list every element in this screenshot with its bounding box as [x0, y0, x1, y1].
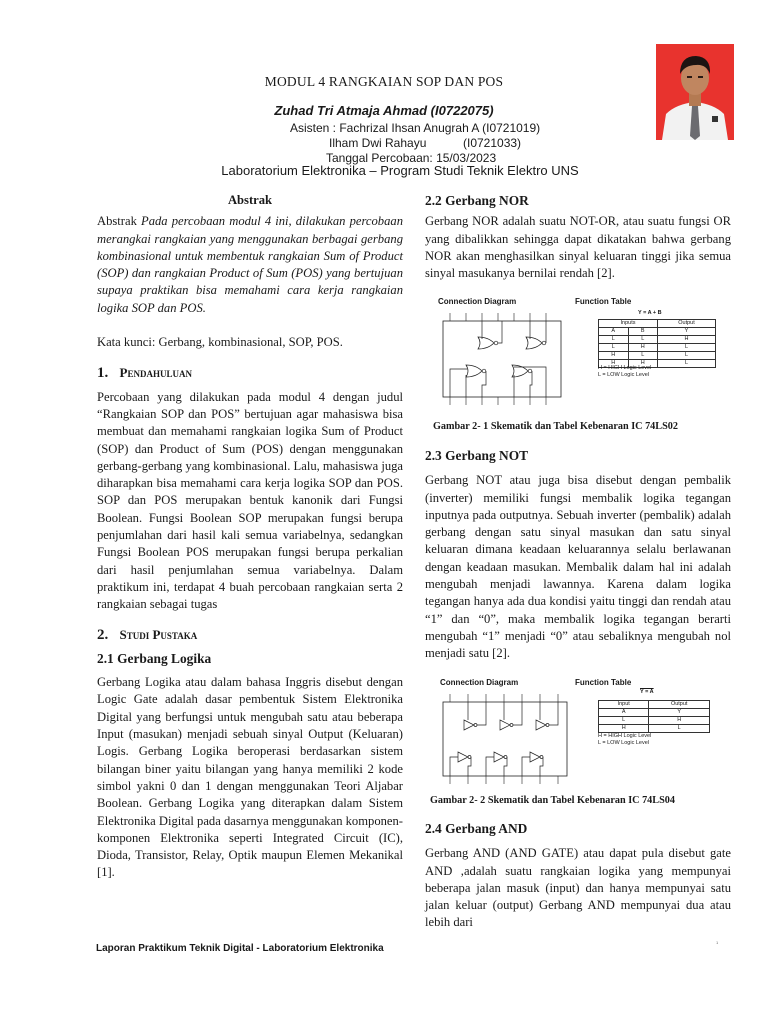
table-cell: L — [649, 725, 710, 733]
assistant-2-name: Ilham Dwi Rahayu — [329, 136, 427, 150]
section-2-3-heading: 2.3 Gerbang NOT — [425, 448, 529, 463]
lab-name: Laboratorium Elektronika – Program Studi Teknik Elektro UNS — [221, 163, 579, 178]
function-table-label: Function Table — [575, 297, 632, 306]
experiment-date: Tanggal Percobaan: 15/03/2023 — [326, 151, 497, 165]
nor-function-table — [598, 319, 716, 368]
section-2-heading — [97, 626, 403, 644]
nor-equation: Y = A + B — [638, 310, 662, 316]
section-1-heading — [97, 364, 403, 382]
author-name: Zuhad Tri Atmaja Ahmad (I0722075) — [274, 103, 494, 118]
keywords: Kata kunci: Gerbang, kombinasional, SOP, POS. — [97, 335, 343, 350]
section-1-number: 1. — [97, 365, 109, 382]
legend-high: H = HIGH Logic Level — [598, 365, 652, 371]
table-cell: L — [658, 352, 716, 360]
figure-74ls04 — [430, 678, 730, 788]
section-2-3-text: Gerbang NOT atau juga bisa disebut dengan pembalik (inverter) memiliki fungsi membalik logika tegangan inputnya pada outputnya. Sebuah inverter (pembalik) adalah gerbang dengan satu sinyal masukan dan satu sinyal keluaran dimana keadaan keluarannya selalu berlawanan dengan keadaan masukan. Membalik dalam hal ini adalah mengubah menjadi lawannya. Karena dalam logika tegangan hanya ada dua kondisi yaitu tinggi dan rendah atau “1” dan “0”, maka membalik logika tegangan berarti mengubah “1” menjadi “0” atau sebaliknya mengubah nol menjadi satu [2]. — [425, 473, 731, 661]
table-cell: L — [658, 344, 716, 352]
section-2-4-text: Gerbang AND (AND GATE) atau dapat pula disebut gate AND ,adalah suatu rangkaian logika yang mempunyai beberapa jalan masuk (input) dan hanya mempunyai satu jalan keluar (output) Gerbang AND mempunyai dua atau lebih dari — [425, 846, 731, 930]
abstract-text: Pada percobaan modul 4 ini, dilakukan percobaan merangkai rangkaian yang menggunakan berbagai gerbang kombinasional untuk membentuk rangkaian Sum of Product (SOP) dan rangkaian Product of Sum (POS) yang bertujuan supaya praktikan bisa memahami cara kerja rangkaian logika SOP dan POS. — [97, 214, 403, 315]
table-row — [599, 344, 716, 352]
table-col-b: B — [628, 328, 658, 336]
legend-high: H = HIGH Logic Level — [598, 733, 652, 739]
left-column — [97, 192, 403, 882]
section-2-2-heading: 2.2 Gerbang NOR — [425, 193, 529, 208]
abstract-paragraph — [97, 213, 403, 317]
assistant-1: Asisten : Fachrizal Ihsan Anugrah A (I0721019) — [290, 121, 541, 135]
table-col-y: Y — [658, 328, 716, 336]
connection-diagram-label: Connection Diagram — [440, 678, 519, 687]
figure-1-caption: Gambar 2- 1 Skematik dan Tabel Kebenaran IC 74LS02 — [433, 421, 678, 432]
legend-low: L = LOW Logic Level — [598, 740, 650, 746]
section-2-2-text: Gerbang NOR adalah suatu NOT-OR, atau suatu fungsi OR yang dibalikkan sehingga dapat dikatakan bahwa gerbang NOR akan menghasilkan sinyal keluaran tinggi jika semua sinyal masukanya bernilai rendah [2]. — [425, 214, 731, 281]
table-col-y: Y — [649, 709, 710, 717]
table-cell: L — [658, 360, 716, 368]
legend-low: L = LOW Logic Level — [598, 372, 650, 378]
table-cell: H — [599, 360, 629, 368]
section-2-4-heading: 2.4 Gerbang AND — [425, 821, 528, 836]
page-number: 1 — [716, 940, 719, 945]
table-header-input: Input — [599, 701, 649, 709]
table-cell: H — [599, 725, 649, 733]
right-column — [425, 192, 731, 282]
table-cell: L — [599, 344, 629, 352]
table-cell: L — [599, 717, 649, 725]
abstract-label: Abstrak — [97, 214, 137, 229]
table-cell: L — [628, 336, 658, 344]
table-cell: H — [599, 352, 629, 360]
not-equation — [640, 689, 654, 695]
section-2-1-heading: 2.1 Gerbang Logika — [97, 650, 212, 666]
section-2-title: Studi Pustaka — [119, 626, 198, 642]
figure-74ls02 — [430, 297, 730, 415]
section-1-text: Percobaan yang dilakukan pada modul 4 dengan judul “Rangkaian SOP dan POS” bertujuan agar mahasiswa bisa membuat dan memahami rangkaian logika Sum of Product (SOP) dan Product of Sum (POS) dengan menggunakan gerbang-gerbang yang kombinasional. Lalu, mahasiswa juga diharapkan bisa memahami cara kerja logika SOP dan POS. SOP dan POS merupakan bentuk kanonik dari Fungsi Boolean. Fungsi Boolean SOP merupakan fungsi berupa penjumlahan dari hasil kali semua variabelnya, sedangkan Fungsi Boolean POS merupakan fungsi berupa perkalian dari hasil penjumlahan semua variabelnya. Dalam praktikum ini, terdapat 4 buah percobaan rangkaian serta 2 rangkaian sebagai tugas — [97, 389, 404, 612]
author-photo — [656, 44, 734, 140]
assistant-2-id: (I0721033) — [463, 136, 522, 150]
table-row — [599, 352, 716, 360]
table-cell: H — [649, 717, 710, 725]
not-function-table — [598, 700, 710, 733]
table-header-inputs: Inputs — [599, 320, 658, 328]
table-cell: H — [628, 344, 658, 352]
right-column-3 — [425, 820, 731, 932]
connection-diagram-label: Connection Diagram — [438, 297, 517, 306]
abstract-heading: Abstrak — [227, 193, 273, 207]
table-row — [599, 725, 710, 733]
section-2-1-text: Gerbang Logika atau dalam bahasa Inggris disebut dengan Logic Gate adalah dasar pembentuk Sistem Elektronika Digital yang berfungsi untuk mengubah satu atau beberapa Input (masukan) menjadi sebuah sinyal Output (Keluaran) Logis. Gerbang Logika beroperasi berdasarkan sistem bilangan biner yaitu bilangan yang hanya memiliki 2 kode simbol yakni 0 dan 1 dengan menggunakan Teori Aljabar Boolean. Gerbang Logika yang diterapkan dalam Sistem Elektronika Digital pada dasarnya menggunakan komponen-komponen Elektronika seperti Integrated Circuit (IC), Dioda, Transistor, Relay, Optik maupun Elemen Mekanikal [1]. — [97, 675, 404, 880]
section-2-number: 2. — [97, 626, 109, 643]
figure-2-caption: Gambar 2- 2 Skematik dan Tabel Kebenaran IC 74LS04 — [430, 795, 675, 806]
table-col-a: A — [599, 709, 649, 717]
table-header-output: Output — [658, 320, 716, 328]
table-row — [599, 336, 716, 344]
table-header-output: Output — [649, 701, 710, 709]
table-cell: L — [628, 352, 658, 360]
table-cell: L — [599, 336, 629, 344]
table-cell: H — [628, 360, 658, 368]
table-row — [599, 717, 710, 725]
not-connection-diagram — [438, 690, 573, 788]
section-1-title: Pendahuluan — [119, 365, 192, 381]
table-cell: H — [658, 336, 716, 344]
function-table-label: Function Table — [575, 678, 632, 687]
footer-text: Laporan Praktikum Teknik Digital - Laboratorium Elektronika — [96, 943, 384, 954]
nor-connection-diagram — [438, 309, 568, 409]
right-column-2 — [425, 447, 731, 663]
table-col-a: A — [599, 328, 629, 336]
not-equation-text: Y = A — [640, 689, 654, 695]
paper-title: MODUL 4 RANGKAIAN SOP DAN POS — [264, 74, 504, 89]
